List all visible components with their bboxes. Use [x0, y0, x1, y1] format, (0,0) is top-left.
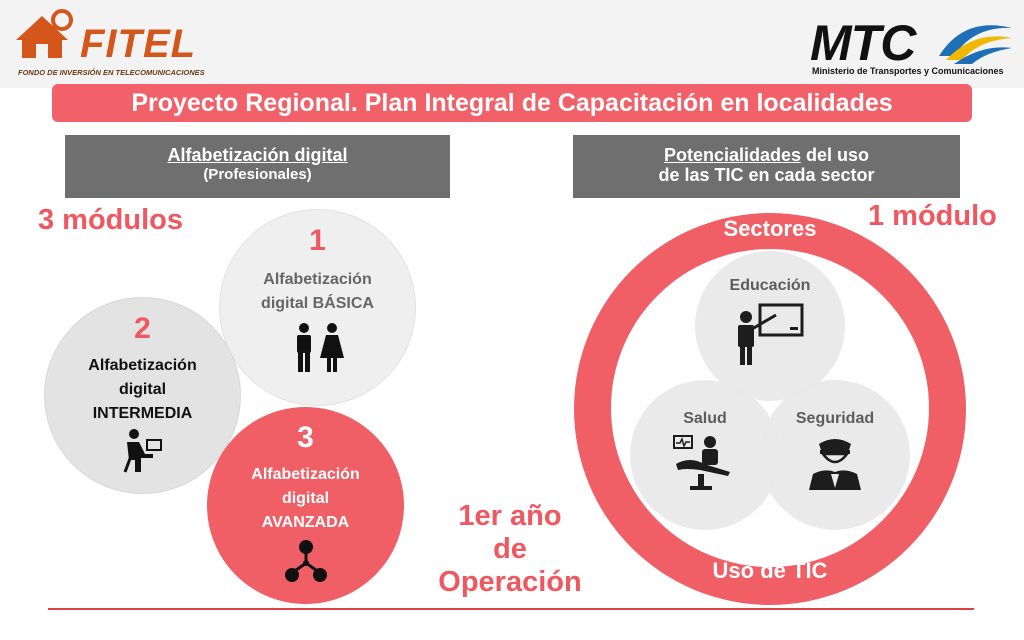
mtc-logo: [806, 14, 1016, 80]
module-number: 2: [134, 312, 151, 345]
sector-health-circle: [630, 380, 780, 530]
module-label-line3: AVANZADA: [261, 514, 350, 531]
right-heading-underlined: Potencialidades: [663, 145, 802, 165]
module-label-line3: INTERMEDIA: [92, 405, 193, 422]
module-label-line2: digital BÁSICA: [261, 295, 374, 312]
left-heading: Alfabetización digital: [167, 145, 348, 165]
left-subheading: (Profesionales): [203, 166, 312, 183]
fitel-name: FITEL: [80, 22, 197, 66]
operation-line1: 1er año: [458, 500, 562, 532]
modules-count-label: 3 módulos: [38, 204, 184, 236]
sector-education-circle: [695, 251, 845, 401]
right-heading-line2: de las TIC en cada sector: [658, 165, 875, 185]
medical-icon: [670, 434, 740, 492]
network-icon: [284, 539, 328, 583]
module-label-line2: digital: [118, 381, 167, 398]
mtc-subtitle: Ministerio de Transportes y Comunicaciones: [812, 66, 1004, 76]
ring-top-label: Sectores: [723, 216, 817, 241]
computer-user-icon: [123, 428, 163, 474]
fitel-logo: [12, 6, 212, 82]
operation-line2: de: [493, 533, 527, 565]
module-label-line1: Alfabetización: [88, 357, 197, 374]
sector-label: Seguridad: [795, 410, 875, 427]
title-banner: [52, 84, 972, 122]
operation-line3: Operación: [438, 566, 582, 598]
bottom-divider: [48, 608, 974, 610]
module-advanced-circle: [207, 407, 404, 604]
operation-label: [420, 500, 600, 599]
module-number: 3: [297, 421, 314, 454]
module-count-label: 1 módulo: [868, 200, 997, 232]
module-basic-circle: [219, 209, 416, 406]
fitel-house-icon: [12, 6, 82, 66]
fitel-subtitle: FONDO DE INVERSIÓN EN TELECOMUNICACIONES: [18, 68, 205, 77]
right-heading-box: [573, 135, 960, 198]
sector-security-circle: [760, 380, 910, 530]
police-icon: [805, 434, 865, 492]
sector-label: Educación: [729, 277, 811, 294]
right-heading: [573, 145, 960, 165]
ring-bottom-label: Uso de TIC: [712, 558, 828, 583]
sector-label: Salud: [683, 410, 727, 427]
module-number: 1: [309, 224, 326, 257]
module-label-line2: digital: [281, 490, 330, 507]
people-icon: [288, 322, 348, 374]
teacher-icon: [734, 301, 806, 367]
module-label-line1: Alfabetización: [251, 466, 360, 483]
mtc-swoosh-icon: [934, 16, 1014, 66]
module-label-line1: Alfabetización: [263, 271, 372, 288]
mtc-name: MTC: [810, 15, 916, 71]
page-title: Proyecto Regional. Plan Integral de Capacitación en localidades: [131, 88, 893, 117]
right-heading-rest: del uso: [801, 145, 870, 165]
left-heading-box: [65, 135, 450, 198]
